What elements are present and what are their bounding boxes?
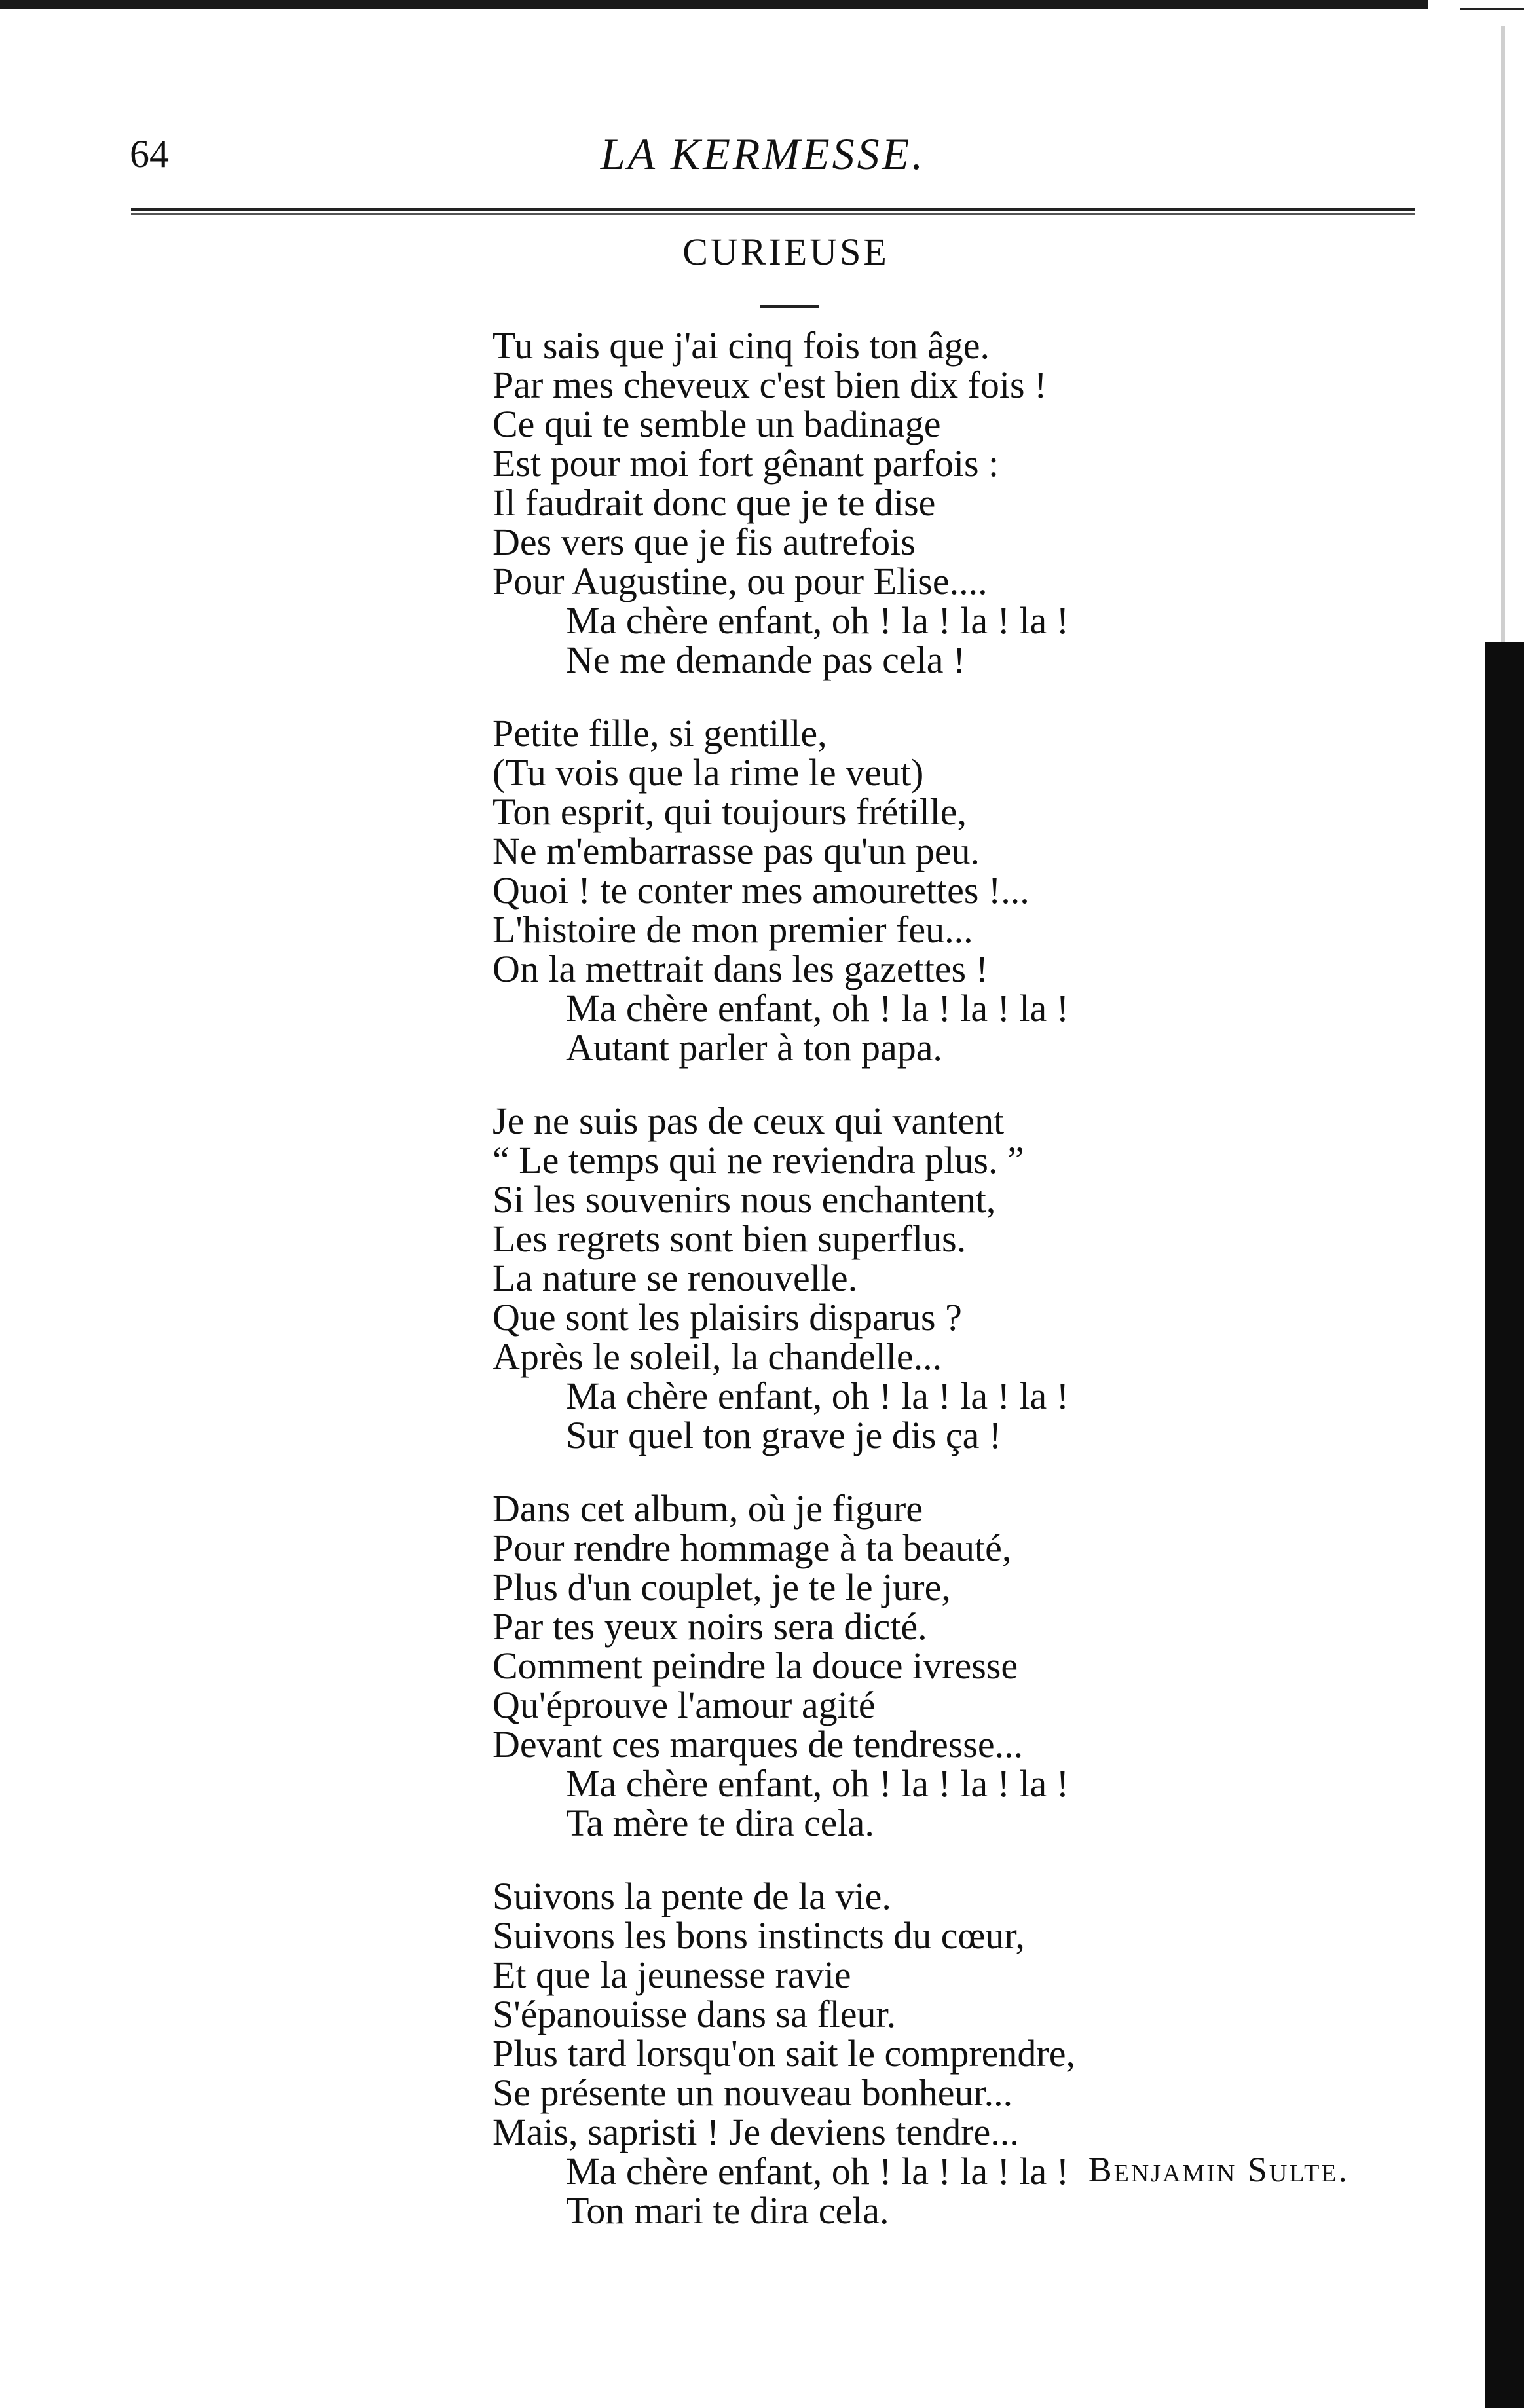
verse-line: (Tu vois que la rime le veut) bbox=[493, 751, 924, 794]
refrain-line: Sur quel ton grave je dis ça ! bbox=[566, 1414, 1002, 1456]
verse-line: Quoi ! te conter mes amourettes !... bbox=[493, 869, 1030, 912]
page-binding-edge bbox=[1485, 642, 1524, 2408]
refrain-line: Ton mari te dira cela. bbox=[566, 2189, 889, 2232]
running-title: LA KERMESSE. bbox=[600, 129, 926, 179]
verse-line: Par mes cheveux c'est bien dix fois ! bbox=[493, 363, 1047, 406]
stanza-3 bbox=[493, 1102, 1462, 1455]
page-number: 64 bbox=[130, 132, 169, 176]
refrain-line: Ma chère enfant, oh ! la ! la ! la ! bbox=[566, 1375, 1069, 1417]
stanza-4 bbox=[493, 1489, 1462, 1843]
poem-title: CURIEUSE bbox=[682, 231, 889, 273]
verse-line: Est pour moi fort gênant parfois : bbox=[493, 442, 999, 485]
verse-line: Il faudrait donc que je te dise bbox=[493, 481, 936, 524]
verse-line: Comment peindre la douce ivresse bbox=[493, 1644, 1018, 1687]
verse-line: Dans cet album, où je figure bbox=[493, 1487, 923, 1530]
top-edge-rule bbox=[0, 0, 1428, 9]
verse-line: Plus tard lorsqu'on sait le comprendre, bbox=[493, 2032, 1075, 2075]
verse-line: Après le soleil, la chandelle... bbox=[493, 1335, 942, 1378]
verse-line: Plus d'un couplet, je te le jure, bbox=[493, 1566, 951, 1608]
refrain-line: Ma chère enfant, oh ! la ! la ! la ! bbox=[566, 2150, 1069, 2193]
refrain-line: Ma chère enfant, oh ! la ! la ! la ! bbox=[566, 1762, 1069, 1805]
title-rule bbox=[760, 305, 819, 308]
verse-line: Que sont les plaisirs disparus ? bbox=[493, 1296, 962, 1339]
header-rule bbox=[131, 208, 1415, 211]
header-rule-thin bbox=[131, 213, 1415, 215]
verse-line: Petite fille, si gentille, bbox=[493, 712, 827, 754]
refrain-line: Ta mère te dira cela. bbox=[566, 1802, 874, 1844]
verse-line: Pour rendre hommage à ta beauté, bbox=[493, 1527, 1012, 1569]
verse-line: Je ne suis pas de ceux qui vantent bbox=[493, 1100, 1005, 1142]
verse-line: Ton esprit, qui toujours frétille, bbox=[493, 790, 967, 833]
verse-line: Ce qui te semble un badinage bbox=[493, 403, 941, 445]
author-signature: Benjamin Sulte. bbox=[1088, 2150, 1349, 2189]
verse-line: Qu'éprouve l'amour agité bbox=[493, 1684, 876, 1726]
verse-line: On la mettrait dans les gazettes ! bbox=[493, 948, 988, 990]
verse-line: Les regrets sont bien superflus. bbox=[493, 1217, 967, 1260]
refrain-line: Ma chère enfant, oh ! la ! la ! la ! bbox=[566, 987, 1069, 1029]
verse-line: S'épanouisse dans sa fleur. bbox=[493, 1993, 897, 2035]
verse-line: Des vers que je fis autrefois bbox=[493, 521, 916, 563]
verse-line: La nature se renouvelle. bbox=[493, 1257, 858, 1299]
page-edge-shadow bbox=[1501, 26, 1505, 642]
verse-line: Pour Augustine, ou pour Elise.... bbox=[493, 560, 988, 602]
verse-line: Ne m'embarrasse pas qu'un peu. bbox=[493, 830, 980, 872]
verse-line: Et que la jeunesse ravie bbox=[493, 1954, 851, 1996]
stanza-2 bbox=[493, 714, 1462, 1067]
verse-line: Suivons la pente de la vie. bbox=[493, 1875, 891, 1917]
poem-body bbox=[493, 326, 1462, 2265]
verse-line: “ Le temps qui ne reviendra plus. ” bbox=[493, 1139, 1024, 1181]
stanza-1 bbox=[493, 326, 1462, 680]
refrain-line: Ma chère enfant, oh ! la ! la ! la ! bbox=[566, 599, 1069, 642]
refrain-line: Autant parler à ton papa. bbox=[566, 1026, 942, 1069]
verse-line: Devant ces marques de tendresse... bbox=[493, 1723, 1024, 1766]
verse-line: Si les souvenirs nous enchantent, bbox=[493, 1178, 996, 1221]
verse-line: Tu sais que j'ai cinq fois ton âge. bbox=[493, 324, 990, 367]
verse-line: Se présente un nouveau bonheur... bbox=[493, 2071, 1013, 2114]
verse-line: L'histoire de mon premier feu... bbox=[493, 908, 973, 951]
verse-line: Par tes yeux noirs sera dicté. bbox=[493, 1605, 927, 1648]
top-edge-rule-fragment bbox=[1460, 8, 1524, 10]
verse-line: Mais, sapristi ! Je deviens tendre... bbox=[493, 2111, 1019, 2153]
verse-line: Suivons les bons instincts du cœur, bbox=[493, 1914, 1025, 1957]
refrain-line: Ne me demande pas cela ! bbox=[566, 639, 966, 681]
